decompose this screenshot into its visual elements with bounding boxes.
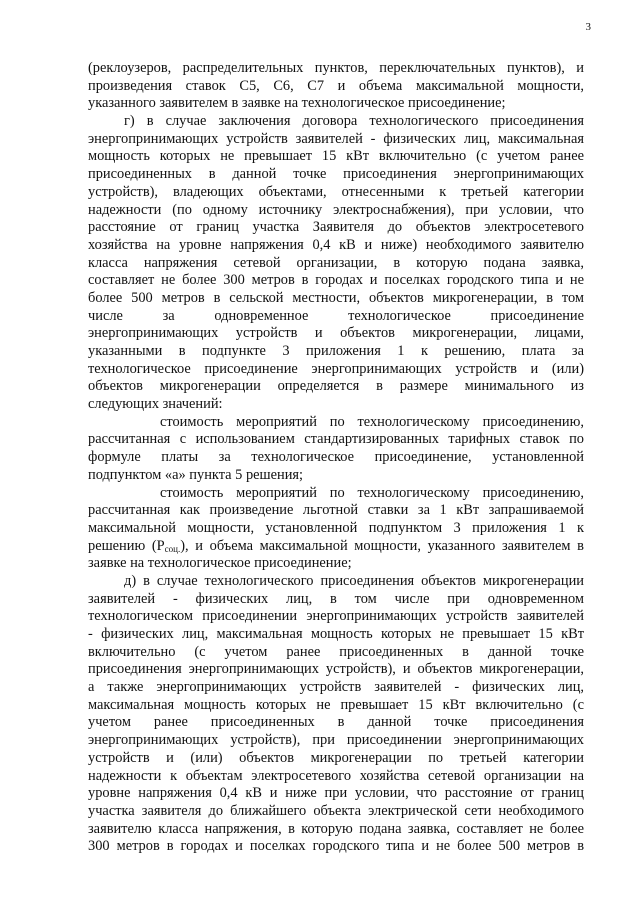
- text-line: энергопринимающих устройств и объектов микрогенерации, лицами,: [88, 325, 584, 342]
- text-line: присоединенных в данной точке присоединения энергопринимающих: [88, 166, 584, 183]
- text-line: указанными в подпункте 3 приложения 1 к решению, плата за: [88, 343, 584, 359]
- text-line: составляет не более 300 метров в городах и поселках городского типа и не: [88, 272, 584, 289]
- text-line: максимальная мощность которых не превышает 15 кВт включительно (с: [88, 696, 584, 713]
- text-line: надежности (по одному источнику электроснабжения), при условии, что: [88, 201, 584, 218]
- document-body: [88, 60, 584, 856]
- text-line: учетом ранее присоединенных в данной точке присоединения: [88, 714, 584, 731]
- subscript-text: соц.: [164, 543, 181, 554]
- text-line: подпунктом «а» пункта 5 решения;: [88, 466, 304, 483]
- text-line: более 500 метров в сельской местности, объектов микрогенерации, в том: [88, 289, 584, 306]
- text-line: класса напряжения сетевой организации, в которую подана заявка,: [88, 254, 584, 271]
- text-line: произведения ставок С5, С6, С7 и объема максимальной мощности,: [88, 77, 584, 94]
- text-fragment: ), и объема максимальной мощности, указанного заявителем в: [180, 537, 584, 554]
- text-line: г) в случае заключения договора технологического присоединения: [124, 113, 584, 130]
- text-line: устройств и (или) объектов микрогенерации по третьей категории: [88, 749, 584, 766]
- text-line: максимальной мощности, установленной подпунктом 3 приложения 1 к: [88, 519, 584, 536]
- text-line: рассчитанная как произведение льготной ставки за 1 кВт запрашиваемой: [88, 502, 584, 519]
- text-line: заявителей - физических лиц, в том числе при одновременном: [88, 590, 584, 607]
- text-line: расстояние от границ участка Заявителя до объектов электросетевого: [88, 219, 584, 236]
- text-line: уровне напряжения 0,4 кВ и ниже при условии, что расстояние от границ: [88, 785, 584, 802]
- text-fragment: решению (Р: [88, 537, 165, 554]
- text-line: формуле платы за технологическое присоединение, установленной: [88, 449, 584, 466]
- text-line: стоимость мероприятий по технологическому присоединению,: [160, 484, 584, 501]
- text-line: числе за одновременное технологическое присоединение: [88, 307, 584, 324]
- text-line: технологическое присоединение энергопринимающих устройств и (или): [88, 360, 584, 377]
- text-line: технологическом присоединении энергопринимающих устройств заявителей: [88, 608, 584, 625]
- text-line: [88, 538, 584, 556]
- text-line: хозяйства на уровне напряжения 0,4 кВ и ниже) необходимого заявителю: [88, 236, 584, 253]
- text-line: участка заявителя до ближайшего объекта электрической сети необходимого: [88, 802, 584, 819]
- text-line: энергопринимающих устройств), при присоединении энергопринимающих: [88, 732, 584, 749]
- text-line: мощность которых не превышает 15 кВт включительно (с учетом ранее: [88, 148, 584, 165]
- text-line: заявке на технологическое присоединение;: [88, 555, 352, 572]
- text-line: указанного заявителем в заявке на технологическое присоединение;: [88, 95, 506, 112]
- text-line: а также энергопринимающих устройств заявителей - физических лиц,: [88, 679, 584, 696]
- text-line: заявителю класса напряжения, в которую подана заявка, составляет не более: [88, 820, 584, 837]
- text-line: следующих значений:: [88, 396, 223, 413]
- text-line: д) в случае технологического присоединения объектов микрогенерации: [124, 572, 584, 589]
- text-line: 300 метров в городах и поселках городского типа и не более 500 метров в: [88, 838, 584, 855]
- text-line: объектов микрогенерации определяется в размере минимального из: [88, 378, 584, 395]
- text-line: рассчитанная с использованием стандартизированных тарифных ставок по: [88, 431, 584, 448]
- text-line: присоединения энергопринимающих устройств), и объектов микрогенерации,: [88, 661, 584, 678]
- text-line: энергопринимающих устройств заявителей - физических лиц, максимальная: [88, 130, 584, 147]
- text-line: - физических лиц, максимальная мощность которых не превышает 15 кВт: [88, 626, 584, 642]
- text-line: надежности к объектам электросетевого хозяйства сетевой организации на: [88, 767, 584, 784]
- page-number: 3: [585, 21, 591, 33]
- text-line: (реклоузеров, распределительных пунктов, переключательных пунктов), и: [88, 60, 584, 76]
- text-line: включительно (с учетом ранее присоединенных в данной точке: [88, 643, 584, 660]
- text-line: устройств), владеющих объектами, отнесенными к третьей категории: [88, 183, 584, 200]
- text-line: стоимость мероприятий по технологическому присоединению,: [160, 413, 584, 430]
